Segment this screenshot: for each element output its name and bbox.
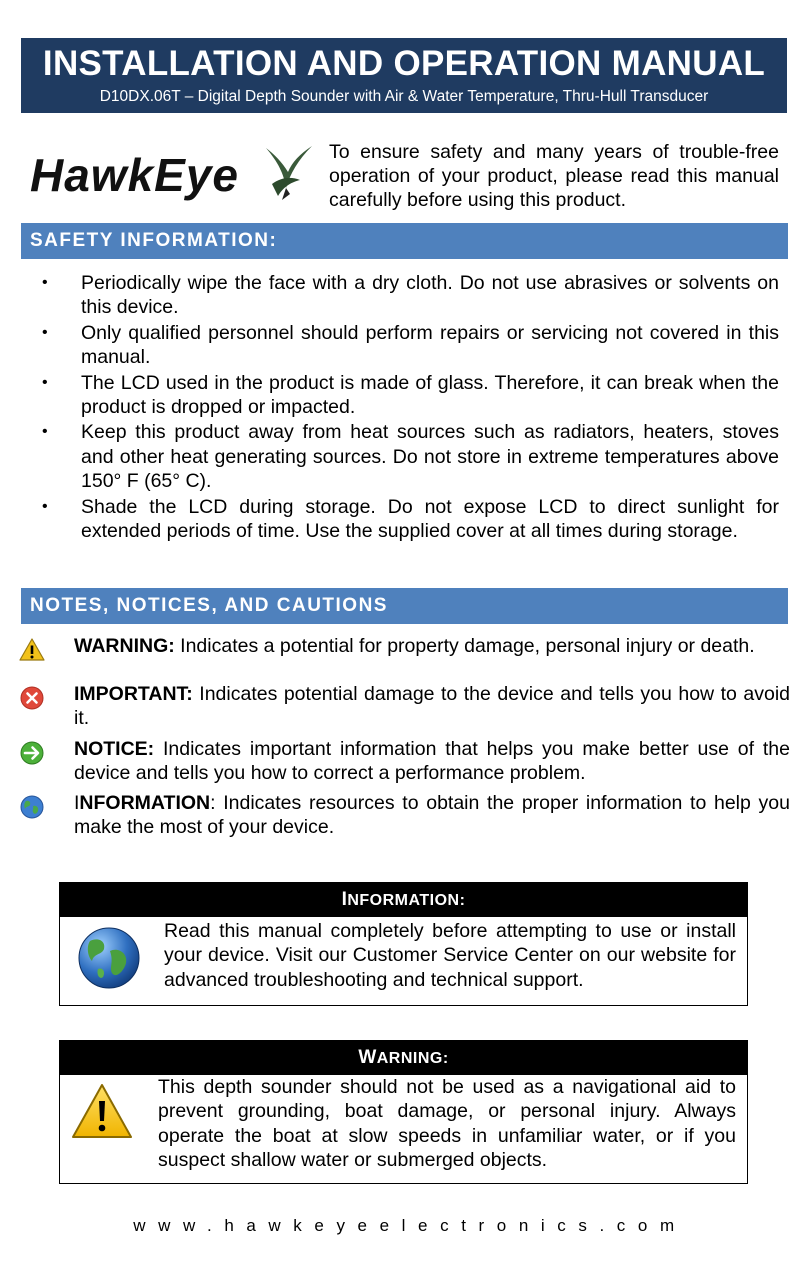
information-box-title: INFORMATION: xyxy=(60,883,747,917)
manual-subtitle: D10DX.06T – Digital Depth Sounder with Air & Water Temperature, Thru-Hull Transducer xyxy=(99,88,709,105)
notes-heading: NOTES, NOTICES, AND CAUTIONS xyxy=(21,588,788,624)
globe-icon xyxy=(76,925,142,991)
manual-title: INSTALLATION AND OPERATION MANUAL xyxy=(42,44,766,83)
warning-box xyxy=(59,1040,748,1184)
important-x-icon xyxy=(18,684,46,712)
note-label: NFORMATION xyxy=(79,792,211,814)
warning-box-title: WARNING: xyxy=(60,1041,747,1075)
hawkeye-logo-icon xyxy=(28,138,312,204)
information-box-text: Read this manual completely before attempting to use or install your device. Visit our Customer Service Center on our website for advanced troubleshooting and technical support. xyxy=(164,920,736,991)
bullet: • xyxy=(42,497,48,515)
safety-heading: SAFETY INFORMATION: xyxy=(21,223,788,259)
bullet: • xyxy=(42,323,48,341)
bullet: • xyxy=(42,373,48,391)
manual-header xyxy=(21,38,787,113)
list-item: • Keep this product away from heat sources such as radiators, heaters, stoves and other heat generating sources. Do not store in extreme temperatures above 150° F (65° C). xyxy=(42,421,779,493)
warning-triangle-icon xyxy=(18,636,46,664)
intro-text: To ensure safety and many years of trouble-free operation of your product, please read this manual carefully before using this product. xyxy=(329,141,779,211)
note-label: WARNING: xyxy=(74,635,175,657)
information-globe-icon xyxy=(18,793,46,821)
note-information: INFORMATION: Indicates resources to obtain the proper information to help you make the most of your device. xyxy=(18,791,790,840)
note-notice: NOTICE: Indicates important information that helps you make better use of the device and tells you how to correct a performance problem. xyxy=(18,737,790,786)
notice-arrow-icon xyxy=(18,739,46,767)
list-item: • Only qualified personnel should perform repairs or servicing not covered in this manual. xyxy=(42,321,779,369)
note-warning: WARNING: Indicates a potential for property damage, personal injury or death. xyxy=(18,634,790,658)
safety-list xyxy=(40,271,779,544)
note-label: IMPORTANT: xyxy=(74,683,193,705)
warning-triangle-icon xyxy=(70,1081,134,1143)
warning-box-text: This depth sounder should not be used as a navigational aid to prevent grounding, boat damage, or personal injury. Always operate the boat at slow speeds in unfamiliar water, or if you suspect shallow water or submerged objects. xyxy=(158,1076,736,1172)
note-label: NOTICE: xyxy=(74,738,155,760)
bullet: • xyxy=(42,274,48,291)
information-box xyxy=(59,882,748,1006)
list-item: • Periodically wipe the face with a dry cloth. Do not use abrasives or solvents on this device. xyxy=(42,272,779,319)
website-url: www.hawkeyeelectronics.com xyxy=(133,1216,687,1235)
list-item: • The LCD used in the product is made of glass. Therefore, it can break when the product is dropped or impacted. xyxy=(42,371,779,419)
hawkeye-logo xyxy=(28,138,312,204)
note-important: IMPORTANT: Indicates potential damage to the device and tells you how to avoid it. xyxy=(18,682,790,731)
list-item: • Shade the LCD during storage. Do not expose LCD to direct sunlight for extended periods of time. Use the supplied cover at all times during storage. xyxy=(42,495,779,543)
logo-wordmark: HawkEye xyxy=(30,149,240,201)
bullet: • xyxy=(42,423,48,441)
